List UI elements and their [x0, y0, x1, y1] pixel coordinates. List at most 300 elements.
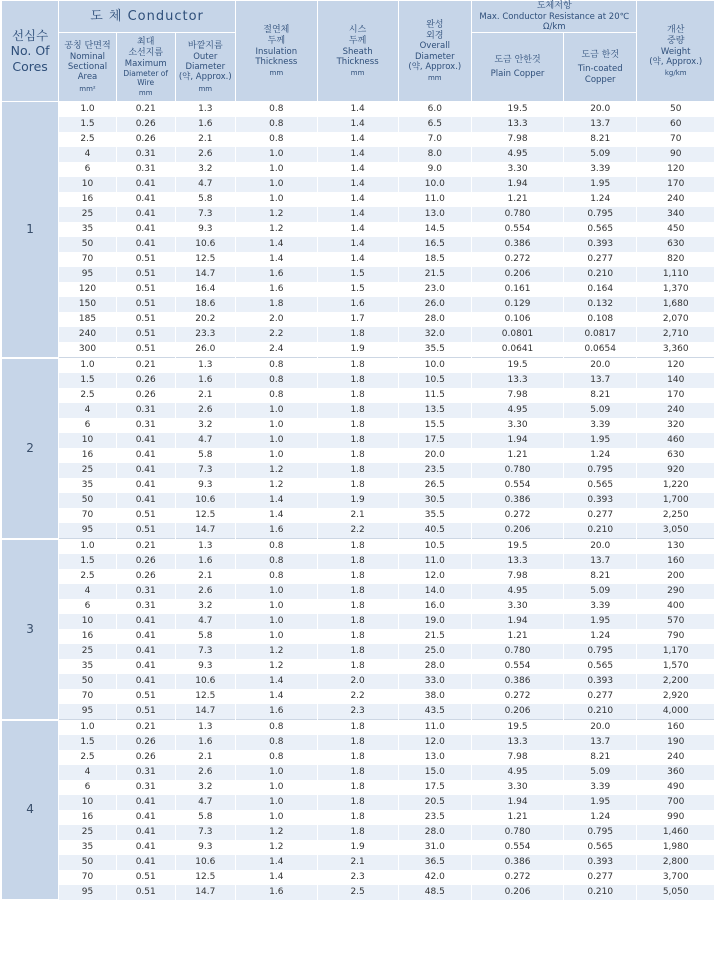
overall-diameter-cell: 11.0	[398, 554, 472, 569]
sheath-cell: 1.8	[317, 478, 398, 493]
tinned-copper-resistance-cell: 5.09	[564, 403, 637, 418]
sheath-cell: 1.8	[317, 720, 398, 736]
weight-cell: 920	[637, 463, 715, 478]
outer-diameter-cell: 1.6	[175, 117, 235, 132]
plain-copper-resistance-cell: 1.94	[472, 177, 564, 192]
tinned-copper-resistance-cell: 0.565	[564, 659, 637, 674]
sheath-cell: 1.9	[317, 493, 398, 508]
weight-cell: 3,700	[637, 870, 715, 885]
insulation-cell: 1.0	[235, 177, 317, 192]
area-cell: 95	[59, 704, 117, 720]
tinned-copper-resistance-cell: 0.795	[564, 207, 637, 222]
area-cell: 10	[59, 795, 117, 810]
weight-cell: 170	[637, 177, 715, 192]
sheath-cell: 1.8	[317, 433, 398, 448]
wire-diameter-cell: 0.41	[116, 840, 175, 855]
insulation-cell: 1.4	[235, 855, 317, 870]
tinned-copper-resistance-cell: 8.21	[564, 750, 637, 765]
area-cell: 2.5	[59, 388, 117, 403]
plain-copper-resistance-cell: 0.780	[472, 207, 564, 222]
insulation-cell: 1.6	[235, 704, 317, 720]
weight-cell: 360	[637, 765, 715, 780]
outer-diameter-cell: 1.6	[175, 735, 235, 750]
insulation-cell: 0.8	[235, 388, 317, 403]
plain-copper-resistance-cell: 0.206	[472, 885, 564, 900]
plain-copper-resistance-cell: 19.5	[472, 102, 564, 118]
table-row	[2, 132, 715, 147]
resistance-group-header: 도체저항 Max. Conductor Resistance at 20℃ Ω/km	[472, 1, 637, 33]
table-row	[2, 523, 715, 539]
wire-diameter-cell: 0.51	[116, 870, 175, 885]
overall-diameter-cell: 30.5	[398, 493, 472, 508]
wire-diameter-cell: 0.26	[116, 750, 175, 765]
plain-copper-resistance-cell: 0.386	[472, 674, 564, 689]
plain-copper-resistance-cell: 7.98	[472, 750, 564, 765]
sheath-cell: 1.5	[317, 282, 398, 297]
overall-diameter-cell: 36.5	[398, 855, 472, 870]
tinned-copper-resistance-cell: 1.24	[564, 192, 637, 207]
plain-copper-resistance-cell: 1.94	[472, 614, 564, 629]
plain-copper-resistance-cell: 1.21	[472, 192, 564, 207]
overall-diameter-cell: 20.0	[398, 448, 472, 463]
weight-cell: 3,050	[637, 523, 715, 539]
plain-copper-resistance-cell: 0.780	[472, 463, 564, 478]
insulation-cell: 1.4	[235, 870, 317, 885]
overall-diameter-cell: 35.5	[398, 508, 472, 523]
wire-diameter-cell: 0.31	[116, 418, 175, 433]
tinned-copper-resistance-cell: 0.393	[564, 237, 637, 252]
tinned-copper-resistance-cell: 0.795	[564, 825, 637, 840]
wire-diameter-cell: 0.31	[116, 780, 175, 795]
area-cell: 6	[59, 780, 117, 795]
outer-diameter-cell: 3.2	[175, 780, 235, 795]
outer-diameter-cell: 3.2	[175, 162, 235, 177]
insulation-cell: 1.0	[235, 192, 317, 207]
overall-diameter-cell: 23.0	[398, 282, 472, 297]
area-cell: 50	[59, 855, 117, 870]
table-row	[2, 297, 715, 312]
overall-diameter-cell: 40.5	[398, 523, 472, 539]
outer-diameter-cell: 1.6	[175, 373, 235, 388]
insulation-cell: 1.0	[235, 418, 317, 433]
outer-diameter-cell: 4.7	[175, 433, 235, 448]
area-cell: 1.0	[59, 358, 117, 374]
area-cell: 70	[59, 508, 117, 523]
area-cell: 95	[59, 267, 117, 282]
outer-diameter-cell: 2.6	[175, 765, 235, 780]
table-row	[2, 885, 715, 900]
insulation-cell: 1.2	[235, 463, 317, 478]
sheath-cell: 1.8	[317, 644, 398, 659]
insulation-cell: 1.6	[235, 523, 317, 539]
wire-diameter-cell: 0.26	[116, 117, 175, 132]
sheath-cell: 1.8	[317, 825, 398, 840]
area-cell: 1.0	[59, 539, 117, 555]
sheath-cell: 1.4	[317, 192, 398, 207]
tinned-copper-resistance-cell: 0.393	[564, 855, 637, 870]
table-row	[2, 508, 715, 523]
outer-diameter-cell: 9.3	[175, 478, 235, 493]
plain-copper-resistance-cell: 0.386	[472, 493, 564, 508]
plain-copper-resistance-cell: 4.95	[472, 147, 564, 162]
weight-cell: 190	[637, 735, 715, 750]
overall-diameter-cell: 23.5	[398, 463, 472, 478]
overall-diameter-cell: 7.0	[398, 132, 472, 147]
insulation-cell: 1.4	[235, 493, 317, 508]
weight-cell: 240	[637, 192, 715, 207]
overall-diameter-cell: 15.0	[398, 765, 472, 780]
sheath-cell: 2.1	[317, 508, 398, 523]
outer-diameter-cell: 12.5	[175, 252, 235, 267]
area-cell: 10	[59, 177, 117, 192]
weight-cell: 340	[637, 207, 715, 222]
plain-copper-resistance-cell: 1.94	[472, 795, 564, 810]
weight-cell: 2,920	[637, 689, 715, 704]
weight-cell: 4,000	[637, 704, 715, 720]
insulation-cell: 1.6	[235, 885, 317, 900]
outer-diameter-cell: 12.5	[175, 870, 235, 885]
wire-diameter-cell: 0.41	[116, 192, 175, 207]
table-row	[2, 810, 715, 825]
overall-diameter-cell: 38.0	[398, 689, 472, 704]
overall-diameter-cell: 35.5	[398, 342, 472, 358]
wire-diameter-cell: 0.51	[116, 689, 175, 704]
wire-diameter-cell: 0.41	[116, 478, 175, 493]
insulation-cell: 0.8	[235, 750, 317, 765]
plain-copper-resistance-cell: 1.21	[472, 448, 564, 463]
outer-diameter-cell: 14.7	[175, 267, 235, 282]
sheath-cell: 1.8	[317, 584, 398, 599]
overall-diameter-cell: 14.5	[398, 222, 472, 237]
plain-copper-resistance-cell: 19.5	[472, 720, 564, 736]
area-cell: 50	[59, 493, 117, 508]
area-cell: 6	[59, 162, 117, 177]
area-cell: 35	[59, 659, 117, 674]
insulation-cell: 1.0	[235, 629, 317, 644]
sheath-cell: 1.4	[317, 207, 398, 222]
insulation-cell: 1.2	[235, 825, 317, 840]
area-cell: 70	[59, 870, 117, 885]
plain-copper-resistance-cell: 7.98	[472, 132, 564, 147]
outer-diameter-cell: 14.7	[175, 885, 235, 900]
area-cell: 16	[59, 448, 117, 463]
overall-diameter-cell: 21.5	[398, 629, 472, 644]
sheath-cell: 1.8	[317, 358, 398, 374]
plain-copper-resistance-cell: 0.386	[472, 237, 564, 252]
plain-copper-resistance-cell: 0.554	[472, 840, 564, 855]
sheath-cell: 1.7	[317, 312, 398, 327]
outer-diameter-cell: 18.6	[175, 297, 235, 312]
table-row	[2, 192, 715, 207]
overall-diameter-cell: 11.0	[398, 720, 472, 736]
outer-diameter-cell: 2.1	[175, 569, 235, 584]
cable-spec-table	[1, 0, 715, 901]
sheath-cell: 1.8	[317, 659, 398, 674]
overall-diameter-cell: 25.0	[398, 644, 472, 659]
weight-cell: 460	[637, 433, 715, 448]
area-cell: 25	[59, 463, 117, 478]
tinned-copper-resistance-cell: 8.21	[564, 569, 637, 584]
outer-diameter-cell: 26.0	[175, 342, 235, 358]
overall-diameter-cell: 11.5	[398, 388, 472, 403]
insulation-cell: 1.4	[235, 508, 317, 523]
insulation-cell: 2.0	[235, 312, 317, 327]
weight-cell: 160	[637, 720, 715, 736]
insulation-cell: 1.0	[235, 433, 317, 448]
table-row	[2, 312, 715, 327]
weight-cell: 790	[637, 629, 715, 644]
weight-cell: 1,220	[637, 478, 715, 493]
tinned-copper-resistance-cell: 20.0	[564, 358, 637, 374]
outer-diameter-cell: 16.4	[175, 282, 235, 297]
table-row	[2, 855, 715, 870]
weight-cell: 450	[637, 222, 715, 237]
weight-cell: 2,800	[637, 855, 715, 870]
plain-copper-resistance-cell: 4.95	[472, 584, 564, 599]
overall-diameter-cell: 10.0	[398, 177, 472, 192]
plain-copper-resistance-cell: 0.106	[472, 312, 564, 327]
area-cell: 95	[59, 885, 117, 900]
area-cell: 16	[59, 810, 117, 825]
wire-diameter-cell: 0.41	[116, 207, 175, 222]
plain-copper-resistance-cell: 3.30	[472, 599, 564, 614]
area-cell: 25	[59, 825, 117, 840]
overall-diameter-cell: 18.5	[398, 252, 472, 267]
plain-copper-resistance-cell: 7.98	[472, 569, 564, 584]
wire-diameter-cell: 0.51	[116, 508, 175, 523]
weight-header: 개산 중량 Weight (약, Approx.) kg/km	[637, 1, 715, 102]
area-cell: 2.5	[59, 132, 117, 147]
area-cell: 35	[59, 840, 117, 855]
plain-copper-resistance-cell: 1.21	[472, 629, 564, 644]
weight-cell: 1,460	[637, 825, 715, 840]
tinned-copper-resistance-cell: 0.393	[564, 674, 637, 689]
insulation-cell: 2.2	[235, 327, 317, 342]
table-header	[2, 1, 715, 102]
wire-diameter-cell: 0.26	[116, 554, 175, 569]
table-row	[2, 358, 715, 374]
outer-diameter-cell: 23.3	[175, 327, 235, 342]
table-row	[2, 735, 715, 750]
area-cell: 10	[59, 433, 117, 448]
tinned-copper-resistance-cell: 0.210	[564, 704, 637, 720]
insulation-cell: 1.2	[235, 840, 317, 855]
wire-diameter-cell: 0.51	[116, 885, 175, 900]
sheath-cell: 1.8	[317, 750, 398, 765]
sheath-cell: 1.8	[317, 327, 398, 342]
table-row	[2, 825, 715, 840]
weight-cell: 700	[637, 795, 715, 810]
insulation-cell: 1.0	[235, 780, 317, 795]
wire-diameter-cell: 0.41	[116, 614, 175, 629]
overall-diameter-cell: 8.0	[398, 147, 472, 162]
sheath-cell: 1.4	[317, 222, 398, 237]
wire-diameter-cell: 0.51	[116, 252, 175, 267]
sheath-cell: 1.6	[317, 297, 398, 312]
wire-diameter-cell: 0.51	[116, 523, 175, 539]
area-cell: 1.5	[59, 117, 117, 132]
sheath-cell: 1.4	[317, 177, 398, 192]
area-cell: 150	[59, 297, 117, 312]
tinned-copper-resistance-cell: 0.0817	[564, 327, 637, 342]
overall-diameter-cell: 13.0	[398, 750, 472, 765]
plain-copper-resistance-cell: 13.3	[472, 117, 564, 132]
overall-diameter-cell: 16.5	[398, 237, 472, 252]
plain-copper-resistance-cell: 3.30	[472, 162, 564, 177]
insulation-cell: 1.4	[235, 674, 317, 689]
table-row	[2, 795, 715, 810]
outer-diameter-cell: 12.5	[175, 508, 235, 523]
outer-diameter-cell: 7.3	[175, 463, 235, 478]
insulation-cell: 1.0	[235, 403, 317, 418]
sheath-cell: 1.8	[317, 463, 398, 478]
cores-cell: 1	[2, 102, 59, 358]
plain-copper-resistance-cell: 0.206	[472, 267, 564, 282]
plain-copper-resistance-cell: 0.554	[472, 659, 564, 674]
area-cell: 1.0	[59, 102, 117, 118]
tinned-copper-resistance-cell: 20.0	[564, 102, 637, 118]
outer-diameter-cell: 10.6	[175, 674, 235, 689]
sheath-cell: 2.5	[317, 885, 398, 900]
sheath-cell: 2.2	[317, 523, 398, 539]
sheath-cell: 1.8	[317, 418, 398, 433]
insulation-cell: 1.4	[235, 237, 317, 252]
sheath-cell: 1.8	[317, 448, 398, 463]
conductor-group-header: 도 체 Conductor	[59, 1, 236, 33]
tinned-copper-resistance-cell: 20.0	[564, 539, 637, 555]
area-cell: 25	[59, 644, 117, 659]
overall-diameter-cell: 13.0	[398, 207, 472, 222]
insulation-cell: 1.2	[235, 222, 317, 237]
wire-diameter-cell: 0.21	[116, 102, 175, 118]
weight-cell: 2,070	[637, 312, 715, 327]
insulation-cell: 1.0	[235, 448, 317, 463]
overall-diameter-cell: 14.0	[398, 584, 472, 599]
outer-diameter-cell: 2.6	[175, 403, 235, 418]
overall-diameter-cell: 6.0	[398, 102, 472, 118]
table-row	[2, 584, 715, 599]
tinned-copper-resistance-cell: 3.39	[564, 599, 637, 614]
weight-cell: 1,680	[637, 297, 715, 312]
table-row	[2, 554, 715, 569]
wire-diameter-cell: 0.41	[116, 644, 175, 659]
insulation-cell: 1.0	[235, 795, 317, 810]
overall-diameter-cell: 23.5	[398, 810, 472, 825]
area-cell: 1.5	[59, 373, 117, 388]
outer-diameter-cell: 9.3	[175, 840, 235, 855]
sheath-cell: 1.8	[317, 810, 398, 825]
overall-diameter-cell: 10.0	[398, 358, 472, 374]
plain-copper-resistance-cell: 4.95	[472, 403, 564, 418]
area-cell: 1.5	[59, 554, 117, 569]
plain-copper-resistance-cell: 1.21	[472, 810, 564, 825]
tinned-copper-resistance-cell: 1.95	[564, 177, 637, 192]
weight-cell: 3,360	[637, 342, 715, 358]
tinned-copper-resistance-cell: 0.565	[564, 222, 637, 237]
outer-diameter-cell: 2.6	[175, 584, 235, 599]
tinned-copper-resistance-cell: 20.0	[564, 720, 637, 736]
sheath-cell: 1.8	[317, 629, 398, 644]
overall-diameter-cell: 17.5	[398, 433, 472, 448]
insulation-cell: 1.0	[235, 810, 317, 825]
outer-diameter-cell: 1.3	[175, 539, 235, 555]
area-cell: 16	[59, 629, 117, 644]
tinned-copper-resistance-cell: 5.09	[564, 765, 637, 780]
weight-cell: 200	[637, 569, 715, 584]
tinned-copper-resistance-cell: 0.210	[564, 523, 637, 539]
insulation-cell: 1.0	[235, 765, 317, 780]
tinned-copper-resistance-cell: 13.7	[564, 735, 637, 750]
weight-cell: 1,170	[637, 644, 715, 659]
outer-diameter-cell: 5.8	[175, 192, 235, 207]
insulation-cell: 2.4	[235, 342, 317, 358]
table-row	[2, 388, 715, 403]
weight-cell: 290	[637, 584, 715, 599]
sheath-cell: 1.8	[317, 554, 398, 569]
area-header: 공칭 단면적 Nominal Sectional Area mm²	[59, 33, 117, 102]
outer-diameter-cell: 10.6	[175, 237, 235, 252]
wire-diameter-cell: 0.26	[116, 388, 175, 403]
plain-copper-resistance-cell: 0.206	[472, 704, 564, 720]
area-cell: 2.5	[59, 569, 117, 584]
weight-cell: 2,710	[637, 327, 715, 342]
table-row	[2, 478, 715, 493]
weight-cell: 570	[637, 614, 715, 629]
overall-diameter-cell: 43.5	[398, 704, 472, 720]
overall-diameter-cell: 10.5	[398, 373, 472, 388]
overall-diameter-cell: 19.0	[398, 614, 472, 629]
area-cell: 1.5	[59, 735, 117, 750]
sheath-cell: 2.0	[317, 674, 398, 689]
outer-diameter-cell: 4.7	[175, 614, 235, 629]
tinned-copper-resistance-cell: 13.7	[564, 373, 637, 388]
table-row	[2, 267, 715, 282]
outer-diameter-cell: 14.7	[175, 704, 235, 720]
weight-cell: 120	[637, 358, 715, 374]
wire-diameter-cell: 0.51	[116, 282, 175, 297]
insulation-cell: 0.8	[235, 117, 317, 132]
tinned-copper-resistance-cell: 0.277	[564, 252, 637, 267]
table-body	[2, 102, 715, 901]
tinned-copper-resistance-cell: 8.21	[564, 132, 637, 147]
insulation-cell: 0.8	[235, 102, 317, 118]
tinned-copper-resistance-cell: 0.795	[564, 644, 637, 659]
wire-diameter-cell: 0.21	[116, 358, 175, 374]
area-cell: 25	[59, 207, 117, 222]
table-row	[2, 237, 715, 252]
weight-cell: 820	[637, 252, 715, 267]
area-cell: 2.5	[59, 750, 117, 765]
outer-diameter-cell: 5.8	[175, 448, 235, 463]
plain-copper-resistance-cell: 4.95	[472, 765, 564, 780]
tinned-copper-resistance-cell: 8.21	[564, 388, 637, 403]
tinned-copper-resistance-cell: 1.24	[564, 448, 637, 463]
wire-diameter-cell: 0.41	[116, 674, 175, 689]
wire-diameter-cell: 0.41	[116, 237, 175, 252]
weight-cell: 70	[637, 132, 715, 147]
overall-diameter-cell: 11.0	[398, 192, 472, 207]
sheath-cell: 1.8	[317, 795, 398, 810]
wire-diameter-cell: 0.41	[116, 855, 175, 870]
wire-diameter-cell: 0.51	[116, 704, 175, 720]
table-row	[2, 327, 715, 342]
outer-diameter-cell: 7.3	[175, 207, 235, 222]
table-row	[2, 629, 715, 644]
table-row	[2, 493, 715, 508]
table-row	[2, 765, 715, 780]
overall-diameter-cell: 12.0	[398, 569, 472, 584]
tinned-copper-resistance-cell: 5.09	[564, 147, 637, 162]
